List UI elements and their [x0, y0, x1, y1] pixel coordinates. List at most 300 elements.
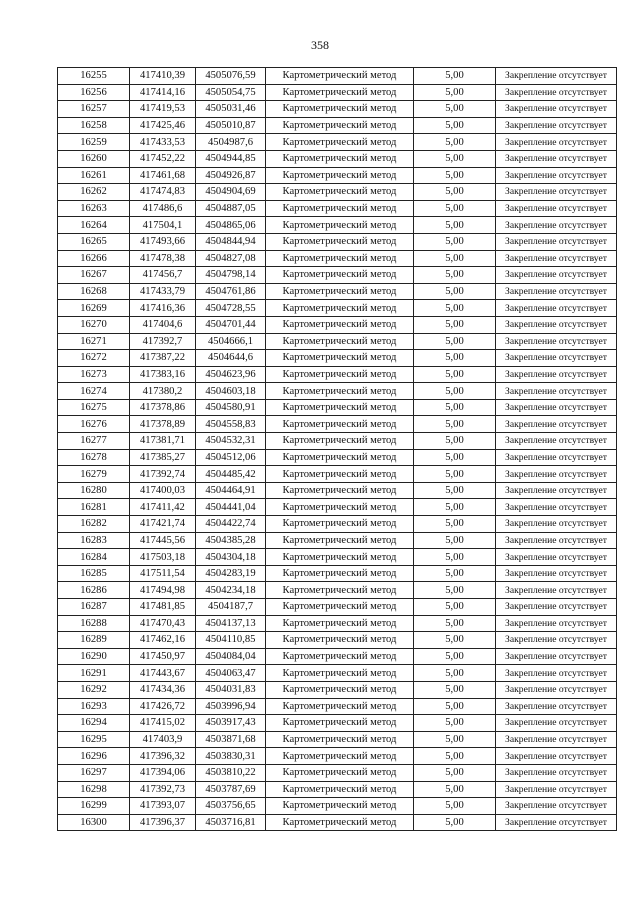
table-row — [58, 516, 617, 533]
method-cell: Картометрический метод — [266, 698, 414, 715]
y-coordinate-cell: 4504063,47 — [196, 665, 266, 682]
note-cell: Закрепление отсутствует — [496, 383, 617, 400]
table-row — [58, 134, 617, 151]
method-cell: Картометрический метод — [266, 731, 414, 748]
precision-cell: 5,00 — [414, 316, 496, 333]
y-coordinate-cell: 4503756,65 — [196, 798, 266, 815]
table-row — [58, 599, 617, 616]
note-cell: Закрепление отсутствует — [496, 516, 617, 533]
x-coordinate-cell: 417393,07 — [130, 798, 196, 815]
method-cell: Картометрический метод — [266, 200, 414, 217]
table-row — [58, 565, 617, 582]
note-cell: Закрепление отсутствует — [496, 466, 617, 483]
y-coordinate-cell: 4504084,04 — [196, 648, 266, 665]
point-id-cell: 16287 — [58, 599, 130, 616]
x-coordinate-cell: 417410,39 — [130, 68, 196, 85]
table-row — [58, 300, 617, 317]
precision-cell: 5,00 — [414, 731, 496, 748]
note-cell: Закрепление отсутствует — [496, 101, 617, 118]
point-id-cell: 16282 — [58, 516, 130, 533]
x-coordinate-cell: 417414,16 — [130, 84, 196, 101]
precision-cell: 5,00 — [414, 632, 496, 649]
method-cell: Картометрический метод — [266, 366, 414, 383]
table-row — [58, 582, 617, 599]
precision-cell: 5,00 — [414, 599, 496, 616]
x-coordinate-cell: 417478,38 — [130, 250, 196, 267]
table-row — [58, 233, 617, 250]
note-cell: Закрепление отсутствует — [496, 250, 617, 267]
precision-cell: 5,00 — [414, 516, 496, 533]
method-cell: Картометрический метод — [266, 350, 414, 367]
x-coordinate-cell: 417433,79 — [130, 283, 196, 300]
y-coordinate-cell: 4504485,42 — [196, 466, 266, 483]
y-coordinate-cell: 4504441,04 — [196, 499, 266, 516]
y-coordinate-cell: 4504385,28 — [196, 532, 266, 549]
table-row — [58, 150, 617, 167]
x-coordinate-cell: 417443,67 — [130, 665, 196, 682]
precision-cell: 5,00 — [414, 383, 496, 400]
point-id-cell: 16272 — [58, 350, 130, 367]
point-id-cell: 16257 — [58, 101, 130, 118]
note-cell: Закрепление отсутствует — [496, 532, 617, 549]
table-row — [58, 383, 617, 400]
point-id-cell: 16294 — [58, 715, 130, 732]
note-cell: Закрепление отсутствует — [496, 615, 617, 632]
precision-cell: 5,00 — [414, 217, 496, 234]
coordinates-table-body — [58, 68, 617, 831]
y-coordinate-cell: 4504283,19 — [196, 565, 266, 582]
precision-cell: 5,00 — [414, 233, 496, 250]
precision-cell: 5,00 — [414, 582, 496, 599]
precision-cell: 5,00 — [414, 715, 496, 732]
note-cell: Закрепление отсутствует — [496, 565, 617, 582]
y-coordinate-cell: 4504644,6 — [196, 350, 266, 367]
y-coordinate-cell: 4504580,91 — [196, 399, 266, 416]
y-coordinate-cell: 4504827,08 — [196, 250, 266, 267]
table-row — [58, 200, 617, 217]
x-coordinate-cell: 417421,74 — [130, 516, 196, 533]
x-coordinate-cell: 417425,46 — [130, 117, 196, 134]
point-id-cell: 16278 — [58, 449, 130, 466]
note-cell: Закрепление отсутствует — [496, 632, 617, 649]
method-cell: Картометрический метод — [266, 798, 414, 815]
table-row — [58, 731, 617, 748]
y-coordinate-cell: 4505054,75 — [196, 84, 266, 101]
y-coordinate-cell: 4503917,43 — [196, 715, 266, 732]
method-cell: Картометрический метод — [266, 316, 414, 333]
precision-cell: 5,00 — [414, 532, 496, 549]
table-row — [58, 283, 617, 300]
x-coordinate-cell: 417415,02 — [130, 715, 196, 732]
precision-cell: 5,00 — [414, 814, 496, 831]
note-cell: Закрепление отсутствует — [496, 764, 617, 781]
point-id-cell: 16297 — [58, 764, 130, 781]
precision-cell: 5,00 — [414, 300, 496, 317]
x-coordinate-cell: 417400,03 — [130, 482, 196, 499]
x-coordinate-cell: 417450,97 — [130, 648, 196, 665]
x-coordinate-cell: 417461,68 — [130, 167, 196, 184]
precision-cell: 5,00 — [414, 117, 496, 134]
x-coordinate-cell: 417456,7 — [130, 267, 196, 284]
x-coordinate-cell: 417433,53 — [130, 134, 196, 151]
point-id-cell: 16293 — [58, 698, 130, 715]
x-coordinate-cell: 417411,42 — [130, 499, 196, 516]
precision-cell: 5,00 — [414, 698, 496, 715]
method-cell: Картометрический метод — [266, 715, 414, 732]
table-row — [58, 350, 617, 367]
method-cell: Картометрический метод — [266, 416, 414, 433]
y-coordinate-cell: 4504666,1 — [196, 333, 266, 350]
point-id-cell: 16289 — [58, 632, 130, 649]
precision-cell: 5,00 — [414, 665, 496, 682]
method-cell: Картометрический метод — [266, 764, 414, 781]
x-coordinate-cell: 417445,56 — [130, 532, 196, 549]
note-cell: Закрепление отсутствует — [496, 748, 617, 765]
point-id-cell: 16280 — [58, 482, 130, 499]
precision-cell: 5,00 — [414, 184, 496, 201]
method-cell: Картометрический метод — [266, 582, 414, 599]
precision-cell: 5,00 — [414, 764, 496, 781]
x-coordinate-cell: 417462,16 — [130, 632, 196, 649]
method-cell: Картометрический метод — [266, 333, 414, 350]
precision-cell: 5,00 — [414, 781, 496, 798]
method-cell: Картометрический метод — [266, 250, 414, 267]
note-cell: Закрепление отсутствует — [496, 798, 617, 815]
x-coordinate-cell: 417392,73 — [130, 781, 196, 798]
table-row — [58, 532, 617, 549]
table-row — [58, 764, 617, 781]
x-coordinate-cell: 417387,22 — [130, 350, 196, 367]
table-row — [58, 433, 617, 450]
precision-cell: 5,00 — [414, 416, 496, 433]
precision-cell: 5,00 — [414, 200, 496, 217]
table-row — [58, 715, 617, 732]
method-cell: Картометрический метод — [266, 466, 414, 483]
note-cell: Закрепление отсутствует — [496, 731, 617, 748]
method-cell: Картометрический метод — [266, 565, 414, 582]
table-row — [58, 615, 617, 632]
y-coordinate-cell: 4504798,14 — [196, 267, 266, 284]
y-coordinate-cell: 4504304,18 — [196, 549, 266, 566]
precision-cell: 5,00 — [414, 250, 496, 267]
x-coordinate-cell: 417394,06 — [130, 764, 196, 781]
x-coordinate-cell: 417403,9 — [130, 731, 196, 748]
x-coordinate-cell: 417392,7 — [130, 333, 196, 350]
precision-cell: 5,00 — [414, 283, 496, 300]
y-coordinate-cell: 4503871,68 — [196, 731, 266, 748]
y-coordinate-cell: 4505076,59 — [196, 68, 266, 85]
point-id-cell: 16267 — [58, 267, 130, 284]
table-row — [58, 68, 617, 85]
table-row — [58, 665, 617, 682]
point-id-cell: 16268 — [58, 283, 130, 300]
method-cell: Картометрический метод — [266, 516, 414, 533]
coordinates-table — [57, 67, 617, 831]
method-cell: Картометрический метод — [266, 283, 414, 300]
note-cell: Закрепление отсутствует — [496, 582, 617, 599]
point-id-cell: 16295 — [58, 731, 130, 748]
method-cell: Картометрический метод — [266, 665, 414, 682]
precision-cell: 5,00 — [414, 748, 496, 765]
point-id-cell: 16264 — [58, 217, 130, 234]
point-id-cell: 16285 — [58, 565, 130, 582]
x-coordinate-cell: 417396,37 — [130, 814, 196, 831]
method-cell: Картометрический метод — [266, 648, 414, 665]
precision-cell: 5,00 — [414, 399, 496, 416]
note-cell: Закрепление отсутствует — [496, 333, 617, 350]
note-cell: Закрепление отсутствует — [496, 366, 617, 383]
note-cell: Закрепление отсутствует — [496, 681, 617, 698]
precision-cell: 5,00 — [414, 549, 496, 566]
note-cell: Закрепление отсутствует — [496, 499, 617, 516]
y-coordinate-cell: 4504137,13 — [196, 615, 266, 632]
x-coordinate-cell: 417426,72 — [130, 698, 196, 715]
x-coordinate-cell: 417416,36 — [130, 300, 196, 317]
note-cell: Закрепление отсутствует — [496, 267, 617, 284]
y-coordinate-cell: 4504926,87 — [196, 167, 266, 184]
y-coordinate-cell: 4503810,22 — [196, 764, 266, 781]
y-coordinate-cell: 4504728,55 — [196, 300, 266, 317]
precision-cell: 5,00 — [414, 134, 496, 151]
y-coordinate-cell: 4504987,6 — [196, 134, 266, 151]
method-cell: Картометрический метод — [266, 615, 414, 632]
y-coordinate-cell: 4504464,91 — [196, 482, 266, 499]
point-id-cell: 16269 — [58, 300, 130, 317]
point-id-cell: 16291 — [58, 665, 130, 682]
note-cell: Закрепление отсутствует — [496, 316, 617, 333]
x-coordinate-cell: 417383,16 — [130, 366, 196, 383]
y-coordinate-cell: 4503996,94 — [196, 698, 266, 715]
note-cell: Закрепление отсутствует — [496, 698, 617, 715]
method-cell: Картометрический метод — [266, 449, 414, 466]
table-row — [58, 366, 617, 383]
method-cell: Картометрический метод — [266, 748, 414, 765]
point-id-cell: 16263 — [58, 200, 130, 217]
table-row — [58, 748, 617, 765]
y-coordinate-cell: 4504558,83 — [196, 416, 266, 433]
x-coordinate-cell: 417486,6 — [130, 200, 196, 217]
table-row — [58, 466, 617, 483]
page-number: 358 — [311, 38, 329, 52]
y-coordinate-cell: 4504532,31 — [196, 433, 266, 450]
precision-cell: 5,00 — [414, 565, 496, 582]
method-cell: Картометрический метод — [266, 383, 414, 400]
method-cell: Картометрический метод — [266, 101, 414, 118]
table-row — [58, 101, 617, 118]
table-row — [58, 698, 617, 715]
precision-cell: 5,00 — [414, 366, 496, 383]
y-coordinate-cell: 4505031,46 — [196, 101, 266, 118]
y-coordinate-cell: 4504623,96 — [196, 366, 266, 383]
precision-cell: 5,00 — [414, 449, 496, 466]
x-coordinate-cell: 417470,43 — [130, 615, 196, 632]
precision-cell: 5,00 — [414, 267, 496, 284]
precision-cell: 5,00 — [414, 68, 496, 85]
table-row — [58, 449, 617, 466]
precision-cell: 5,00 — [414, 615, 496, 632]
note-cell: Закрепление отсутствует — [496, 150, 617, 167]
method-cell: Картометрический метод — [266, 167, 414, 184]
y-coordinate-cell: 4503830,31 — [196, 748, 266, 765]
x-coordinate-cell: 417385,27 — [130, 449, 196, 466]
table-row — [58, 814, 617, 831]
y-coordinate-cell: 4505010,87 — [196, 117, 266, 134]
note-cell: Закрепление отсутствует — [496, 117, 617, 134]
precision-cell: 5,00 — [414, 167, 496, 184]
note-cell: Закрепление отсутствует — [496, 350, 617, 367]
y-coordinate-cell: 4504187,7 — [196, 599, 266, 616]
point-id-cell: 16256 — [58, 84, 130, 101]
y-coordinate-cell: 4504904,69 — [196, 184, 266, 201]
precision-cell: 5,00 — [414, 681, 496, 698]
y-coordinate-cell: 4504887,05 — [196, 200, 266, 217]
table-row — [58, 267, 617, 284]
table-row — [58, 648, 617, 665]
note-cell: Закрепление отсутствует — [496, 599, 617, 616]
x-coordinate-cell: 417494,98 — [130, 582, 196, 599]
note-cell: Закрепление отсутствует — [496, 184, 617, 201]
method-cell: Картометрический метод — [266, 632, 414, 649]
precision-cell: 5,00 — [414, 84, 496, 101]
note-cell: Закрепление отсутствует — [496, 283, 617, 300]
note-cell: Закрепление отсутствует — [496, 300, 617, 317]
x-coordinate-cell: 417474,83 — [130, 184, 196, 201]
precision-cell: 5,00 — [414, 433, 496, 450]
note-cell: Закрепление отсутствует — [496, 416, 617, 433]
method-cell: Картометрический метод — [266, 549, 414, 566]
note-cell: Закрепление отсутствует — [496, 200, 617, 217]
point-id-cell: 16260 — [58, 150, 130, 167]
method-cell: Картометрический метод — [266, 532, 414, 549]
y-coordinate-cell: 4503716,81 — [196, 814, 266, 831]
method-cell: Картометрический метод — [266, 68, 414, 85]
point-id-cell: 16296 — [58, 748, 130, 765]
x-coordinate-cell: 417381,71 — [130, 433, 196, 450]
table-row — [58, 632, 617, 649]
point-id-cell: 16261 — [58, 167, 130, 184]
table-row — [58, 316, 617, 333]
precision-cell: 5,00 — [414, 466, 496, 483]
method-cell: Картометрический метод — [266, 267, 414, 284]
note-cell: Закрепление отсутствует — [496, 814, 617, 831]
x-coordinate-cell: 417392,74 — [130, 466, 196, 483]
point-id-cell: 16288 — [58, 615, 130, 632]
note-cell: Закрепление отсутствует — [496, 781, 617, 798]
y-coordinate-cell: 4504512,06 — [196, 449, 266, 466]
method-cell: Картометрический метод — [266, 134, 414, 151]
x-coordinate-cell: 417419,53 — [130, 101, 196, 118]
method-cell: Картометрический метод — [266, 300, 414, 317]
point-id-cell: 16298 — [58, 781, 130, 798]
table-row — [58, 84, 617, 101]
note-cell: Закрепление отсутствует — [496, 433, 617, 450]
table-row — [58, 681, 617, 698]
note-cell: Закрепление отсутствует — [496, 665, 617, 682]
note-cell: Закрепление отсутствует — [496, 399, 617, 416]
note-cell: Закрепление отсутствует — [496, 134, 617, 151]
note-cell: Закрепление отсутствует — [496, 482, 617, 499]
note-cell: Закрепление отсутствует — [496, 167, 617, 184]
point-id-cell: 16274 — [58, 383, 130, 400]
point-id-cell: 16300 — [58, 814, 130, 831]
method-cell: Картометрический метод — [266, 399, 414, 416]
point-id-cell: 16259 — [58, 134, 130, 151]
note-cell: Закрепление отсутствует — [496, 549, 617, 566]
table-row — [58, 167, 617, 184]
point-id-cell: 16262 — [58, 184, 130, 201]
table-row — [58, 798, 617, 815]
point-id-cell: 16290 — [58, 648, 130, 665]
note-cell: Закрепление отсутствует — [496, 648, 617, 665]
y-coordinate-cell: 4504761,86 — [196, 283, 266, 300]
table-row — [58, 117, 617, 134]
note-cell: Закрепление отсутствует — [496, 68, 617, 85]
y-coordinate-cell: 4504110,85 — [196, 632, 266, 649]
point-id-cell: 16271 — [58, 333, 130, 350]
method-cell: Картометрический метод — [266, 599, 414, 616]
precision-cell: 5,00 — [414, 333, 496, 350]
y-coordinate-cell: 4503787,69 — [196, 781, 266, 798]
point-id-cell: 16299 — [58, 798, 130, 815]
method-cell: Картометрический метод — [266, 499, 414, 516]
table-row — [58, 217, 617, 234]
method-cell: Картометрический метод — [266, 814, 414, 831]
method-cell: Картометрический метод — [266, 233, 414, 250]
point-id-cell: 16277 — [58, 433, 130, 450]
x-coordinate-cell: 417378,89 — [130, 416, 196, 433]
x-coordinate-cell: 417378,86 — [130, 399, 196, 416]
table-row — [58, 333, 617, 350]
point-id-cell: 16279 — [58, 466, 130, 483]
y-coordinate-cell: 4504031,83 — [196, 681, 266, 698]
point-id-cell: 16258 — [58, 117, 130, 134]
precision-cell: 5,00 — [414, 482, 496, 499]
precision-cell: 5,00 — [414, 648, 496, 665]
method-cell: Картометрический метод — [266, 781, 414, 798]
table-row — [58, 250, 617, 267]
point-id-cell: 16281 — [58, 499, 130, 516]
x-coordinate-cell: 417396,32 — [130, 748, 196, 765]
point-id-cell: 16255 — [58, 68, 130, 85]
y-coordinate-cell: 4504422,74 — [196, 516, 266, 533]
point-id-cell: 16265 — [58, 233, 130, 250]
point-id-cell: 16286 — [58, 582, 130, 599]
method-cell: Картометрический метод — [266, 184, 414, 201]
point-id-cell: 16283 — [58, 532, 130, 549]
method-cell: Картометрический метод — [266, 84, 414, 101]
note-cell: Закрепление отсутствует — [496, 449, 617, 466]
table-row — [58, 781, 617, 798]
point-id-cell: 16266 — [58, 250, 130, 267]
precision-cell: 5,00 — [414, 350, 496, 367]
note-cell: Закрепление отсутствует — [496, 84, 617, 101]
y-coordinate-cell: 4504603,18 — [196, 383, 266, 400]
y-coordinate-cell: 4504701,44 — [196, 316, 266, 333]
point-id-cell: 16273 — [58, 366, 130, 383]
method-cell: Картометрический метод — [266, 150, 414, 167]
x-coordinate-cell: 417452,22 — [130, 150, 196, 167]
table-row — [58, 549, 617, 566]
y-coordinate-cell: 4504234,18 — [196, 582, 266, 599]
precision-cell: 5,00 — [414, 499, 496, 516]
x-coordinate-cell: 417511,54 — [130, 565, 196, 582]
method-cell: Картометрический метод — [266, 217, 414, 234]
table-row — [58, 499, 617, 516]
method-cell: Картометрический метод — [266, 433, 414, 450]
x-coordinate-cell: 417503,18 — [130, 549, 196, 566]
table-row — [58, 399, 617, 416]
x-coordinate-cell: 417434,36 — [130, 681, 196, 698]
